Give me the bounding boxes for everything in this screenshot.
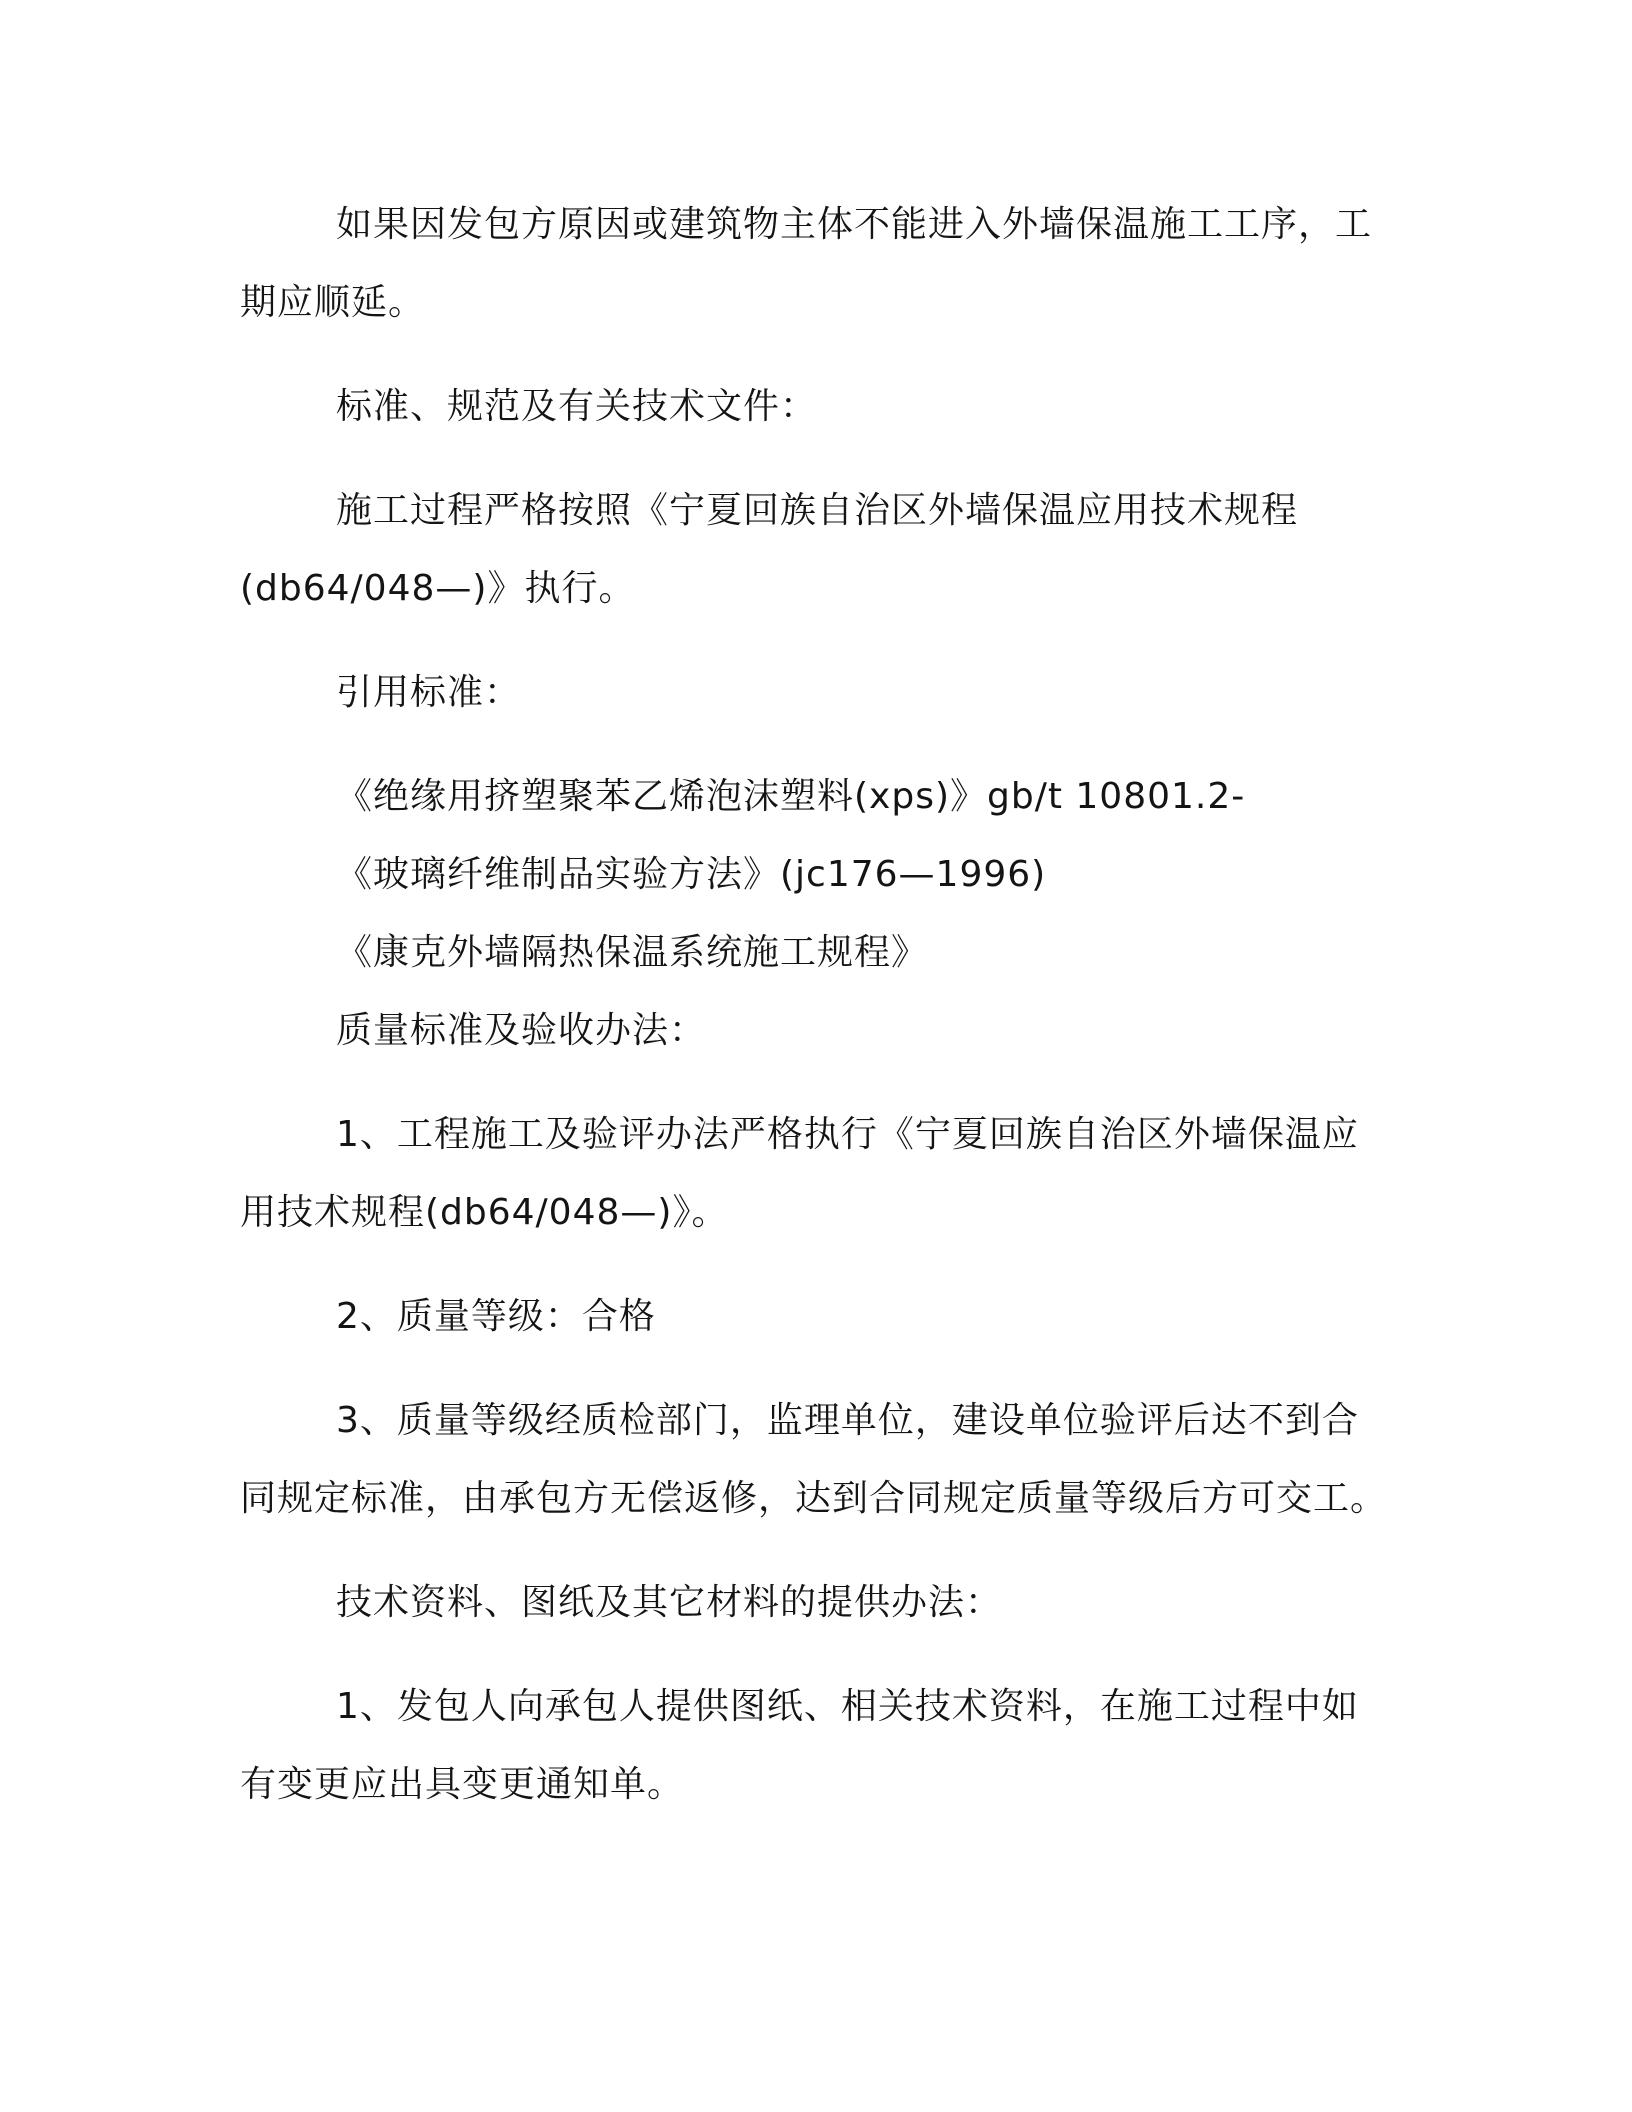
paragraph-quality-item-1: 1、工程施工及验评办法严格执行《宁夏回族自治区外墙保温应用技术规程(db64/048—)》。	[240, 1114, 1359, 1233]
paragraph-construction-process: 施工过程严格按照《宁夏回族自治区外墙保温应用技术规程(db64/048—)》执行。	[240, 490, 1299, 609]
heading-technical-materials: 技术资料、图纸及其它材料的提供办法：	[336, 1582, 1003, 1623]
paragraph-schedule-extension: 如果因发包方原因或建筑物主体不能进入外墙保温施工工序，工期应顺延。	[240, 204, 1373, 323]
heading-quality-acceptance: 质量标准及验收办法：	[336, 1010, 707, 1051]
document-body	[240, 186, 1390, 1824]
paragraph-quality-item-2: 2、质量等级：合格	[336, 1296, 656, 1337]
paragraph-quality-item-3: 3、质量等级经质检部门，监理单位，建设单位验评后达不到合同规定标准，由承包方无偿返修，达到合同规定质量等级后方可交工。	[240, 1400, 1388, 1519]
paragraph-technical-item-1: 1、发包人向承包人提供图纸、相关技术资料，在施工过程中如有变更应出具变更通知单。	[240, 1686, 1359, 1805]
standard-item-kangke: 《康克外墙隔热保温系统施工规程》	[336, 932, 929, 973]
standard-item-glass-fiber: 《玻璃纤维制品实验方法》(jc176—1996)	[336, 854, 1047, 895]
heading-referenced-standards: 引用标准：	[336, 672, 522, 713]
standard-item-xps: 《绝缘用挤塑聚苯乙烯泡沫塑料(xps)》gb/t 10801.2-	[336, 776, 1246, 817]
heading-standards: 标准、规范及有关技术文件：	[336, 386, 818, 427]
